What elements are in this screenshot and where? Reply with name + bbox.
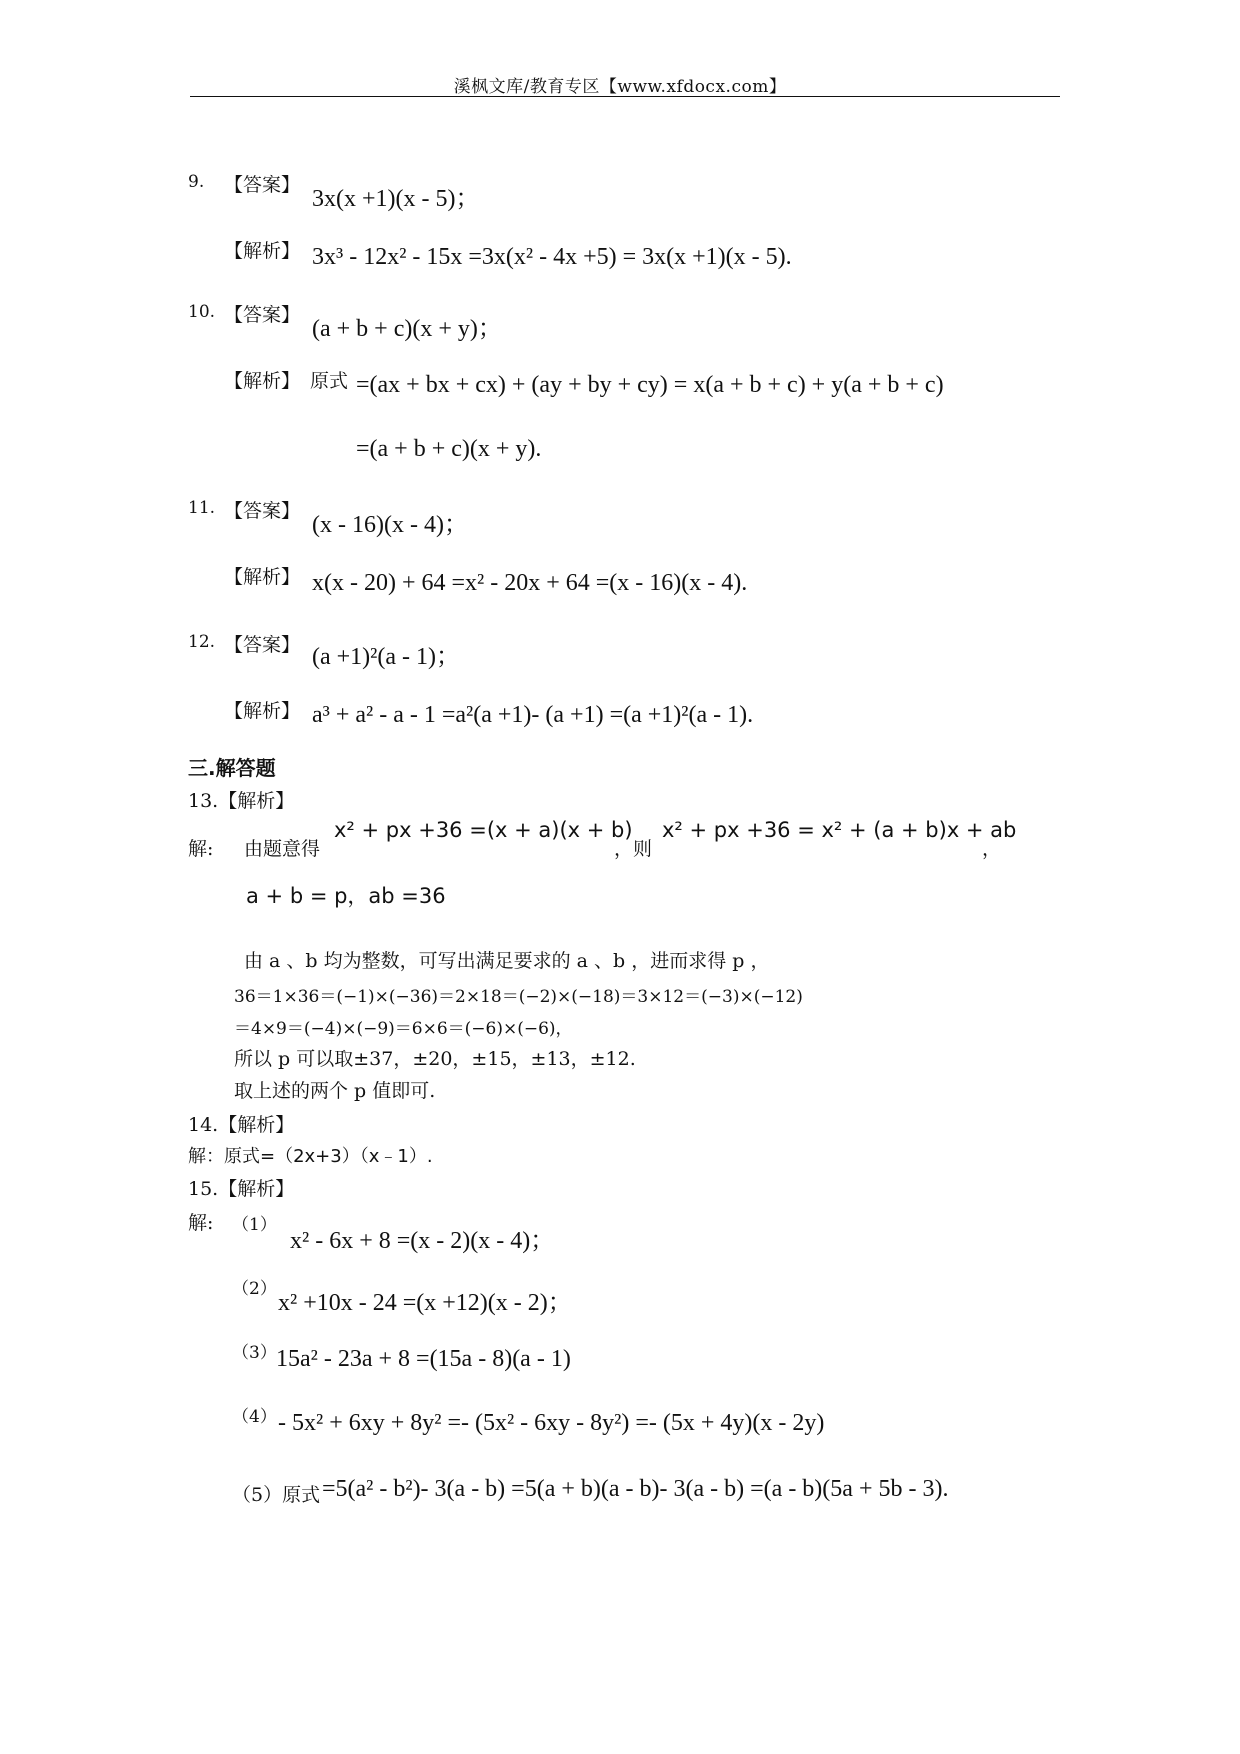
q15-part4-eq: - 5x² + 6xy + 8y² =- (5x² - 6xy - 8y²) =- (5x + 4y)(x - 2y) — [278, 1410, 825, 1436]
q13-line5: ＝4×9＝(−4)×(−9)＝6×6＝(−6)×(−6)， — [234, 1019, 573, 1039]
q12-number: 12. — [188, 632, 216, 652]
q10-answer-tag: 【答案】 — [224, 304, 301, 326]
q10-analysis-line2: =(a + b + c)(x + y). — [356, 436, 542, 462]
q13-line1-eq1: x² + px +36 =(x + a)(x + b) — [334, 818, 633, 842]
q13-line7: 取上述的两个 p 值即可. — [234, 1080, 436, 1102]
q15-part1-eq: x² - 6x + 8 =(x - 2)(x - 4)； — [290, 1228, 555, 1254]
q11-analysis: x(x - 20) + 64 =x² - 20x + 64 =(x - 16)(x - 4). — [312, 570, 748, 596]
q10-analysis-prefix: 原式 — [310, 370, 349, 392]
q10-number: 10. — [188, 302, 216, 322]
q15-jie: 解: — [188, 1212, 214, 1234]
q12-analysis-tag: 【解析】 — [224, 700, 301, 722]
q9-answer: 3x(x +1)(x - 5)； — [312, 186, 480, 212]
q12-answer-tag: 【答案】 — [224, 634, 301, 656]
q11-answer: (x - 16)(x - 4)； — [312, 512, 468, 538]
q11-answer-tag: 【答案】 — [224, 500, 301, 522]
q13-jie: 解: — [188, 838, 214, 860]
q13-line1-text-c: ， — [982, 838, 1002, 860]
q15-part3-label: （3） — [232, 1343, 277, 1363]
q13-line6: 所以 p 可以取±37，±20，±15，±13，±12. — [234, 1048, 636, 1070]
q13-line2: a + b = p，ab =36 — [246, 884, 446, 908]
q13-title: 13.【解析】 — [188, 790, 295, 812]
q15-part4-label: （4） — [232, 1407, 277, 1427]
q11-number: 11. — [188, 498, 216, 518]
page-header: 溪枫文库/教育专区【www.xfdocx.com】 — [453, 77, 787, 97]
q12-analysis: a³ + a² - a - 1 =a²(a +1)- (a +1) =(a +1)²(a - 1). — [312, 702, 754, 728]
q13-line3: 由 a 、b 均为整数，可写出满足要求的 a 、b ，进而求得 p ， — [244, 950, 770, 972]
q15-title: 15.【解析】 — [188, 1178, 295, 1200]
q10-analysis-tag: 【解析】 — [224, 370, 301, 392]
q13-line1-eq2: x² + px +36 = x² + (a + b)x + ab — [662, 818, 1017, 842]
q9-analysis-tag: 【解析】 — [224, 240, 301, 262]
q10-answer: (a + b + c)(x + y)； — [312, 316, 502, 342]
q10-analysis-line1: =(ax + bx + cx) + (ay + by + cy) = x(a + b + c) + y(a + b + c) — [356, 372, 944, 398]
q14-line: 解：原式=（2x+3）（x﹣1）. — [188, 1146, 433, 1167]
q11-analysis-tag: 【解析】 — [224, 566, 301, 588]
q9-analysis: 3x³ - 12x² - 15x =3x(x² - 4x +5) = 3x(x +1)(x - 5). — [312, 244, 792, 270]
q13-line4: 36＝1×36＝(−1)×(−36)＝2×18＝(−2)×(−18)＝3×12＝(−3)×(−12) — [234, 987, 803, 1007]
q15-part1-label: （1） — [232, 1215, 277, 1235]
q15-part3-eq: 15a² - 23a + 8 =(15a - 8)(a - 1) — [276, 1346, 571, 1372]
q14-title: 14.【解析】 — [188, 1114, 295, 1136]
header-divider — [190, 96, 1060, 97]
q13-line1-text-a: 由题意得 — [244, 838, 321, 860]
q9-answer-tag: 【答案】 — [224, 174, 301, 196]
q13-line1-text-b: ，则 — [614, 838, 653, 860]
section-heading: 三.解答题 — [188, 756, 276, 780]
q15-part2-eq: x² +10x - 24 =(x +12)(x - 2)； — [278, 1290, 572, 1316]
q9-number: 9. — [188, 172, 205, 192]
q15-part2-label: （2） — [232, 1279, 277, 1299]
q12-answer: (a +1)²(a - 1)； — [312, 644, 460, 670]
q15-part5-label: （5）原式 — [232, 1484, 321, 1506]
q15-part5-eq: =5(a² - b²)- 3(a - b) =5(a + b)(a - b)- 3(a - b) =(a - b)(5a + 5b - 3). — [322, 1476, 949, 1502]
